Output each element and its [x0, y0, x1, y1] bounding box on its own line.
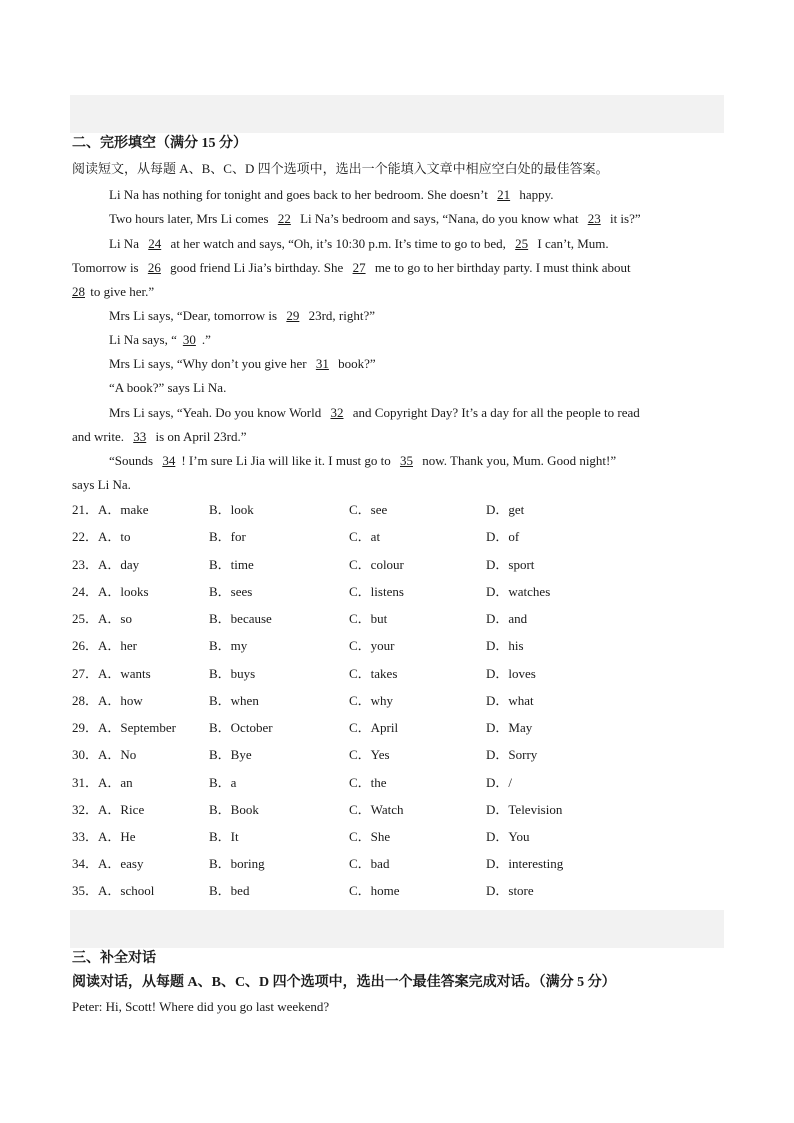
option-b[interactable]: B．boring — [209, 856, 265, 871]
blank-34[interactable]: 34 — [162, 453, 176, 468]
blank-30[interactable]: 30 — [182, 332, 196, 347]
option-a[interactable]: 35．A．school — [72, 883, 155, 898]
option-row-35 — [72, 882, 722, 900]
option-d[interactable]: D．interesting — [486, 856, 564, 871]
blank-23[interactable]: 23 — [587, 211, 601, 226]
passage-line-5: 28 to give her.” — [72, 284, 155, 299]
blank-29[interactable]: 29 — [286, 308, 300, 323]
option-a[interactable]: 34．A．easy — [72, 856, 144, 871]
option-b[interactable]: B．Bye — [209, 747, 252, 762]
blank-32[interactable]: 32 — [330, 405, 344, 420]
section3-title: 三、补全对话 — [72, 951, 156, 966]
blank-33[interactable]: 33 — [133, 429, 147, 444]
option-c[interactable]: C．Watch — [349, 802, 404, 817]
option-d[interactable]: D．of — [486, 529, 520, 544]
option-row-25 — [72, 610, 722, 628]
option-b[interactable]: B．bed — [209, 883, 250, 898]
option-b[interactable]: B．a — [209, 775, 237, 790]
blank-21[interactable]: 21 — [497, 187, 511, 202]
option-a[interactable]: 21．A．make — [72, 502, 149, 517]
option-row-27 — [72, 665, 722, 683]
option-row-23 — [72, 556, 722, 574]
option-c[interactable]: C．your — [349, 638, 395, 653]
option-row-28 — [72, 692, 722, 710]
option-d[interactable]: D．Television — [486, 802, 563, 817]
passage-line-9: “A book?” says Li Na. — [109, 380, 227, 395]
section2-instruction: 阅读短文，从每题 A、B、C、D 四个选项中，选出一个能填入文章中相应空白处的最佳答案。 — [72, 161, 609, 176]
option-d[interactable]: D．Sorry — [486, 747, 538, 762]
option-row-24 — [72, 583, 722, 601]
section2-title: 二、完形填空（满分 15 分） — [72, 136, 247, 151]
option-d[interactable]: D．loves — [486, 666, 536, 681]
option-c[interactable]: C．see — [349, 502, 388, 517]
option-b[interactable]: B．buys — [209, 666, 256, 681]
option-a[interactable]: 28．A．how — [72, 693, 143, 708]
option-a[interactable]: 22．A．to — [72, 529, 131, 544]
option-b[interactable]: B．when — [209, 693, 259, 708]
blank-27[interactable]: 27 — [352, 260, 366, 275]
option-a[interactable]: 31．A．an — [72, 775, 133, 790]
passage-line-1: Li Na has nothing for tonight and goes back to her bedroom. She doesn’t 21 happy. — [109, 187, 554, 202]
option-row-29 — [72, 719, 722, 737]
option-b[interactable]: B．sees — [209, 584, 253, 599]
option-a[interactable]: 33．A．He — [72, 829, 136, 844]
option-d[interactable]: D．watches — [486, 584, 551, 599]
blank-31[interactable]: 31 — [315, 356, 329, 371]
passage-line-10: Mrs Li says, “Yeah. Do you know World 32 and Copyright Day? It’s a day for all the people to read — [109, 405, 640, 420]
option-b[interactable]: B．October — [209, 720, 273, 735]
option-b[interactable]: B．look — [209, 502, 254, 517]
top-grey-band — [70, 95, 724, 133]
option-b[interactable]: B．my — [209, 638, 248, 653]
passage-line-11: and write. 33 is on April 23rd.” — [72, 429, 247, 444]
option-c[interactable]: C．Yes — [349, 747, 390, 762]
passage-line-3: Li Na 24 at her watch and says, “Oh, it’s 10:30 p.m. It’s time to go to bed, 25 I can’t, Mum. — [109, 236, 609, 251]
blank-35[interactable]: 35 — [399, 453, 413, 468]
option-row-21 — [72, 501, 722, 519]
passage-line-2: Two hours later, Mrs Li comes 22 Li Na’s bedroom and says, “Nana, do you know what 23 it is?” — [109, 211, 641, 226]
option-c[interactable]: C．why — [349, 693, 394, 708]
option-a[interactable]: 26．A．her — [72, 638, 137, 653]
option-d[interactable]: D．store — [486, 883, 534, 898]
option-row-30 — [72, 746, 722, 764]
option-c[interactable]: C．colour — [349, 557, 404, 572]
option-d[interactable]: D．May — [486, 720, 533, 735]
option-c[interactable]: C．bad — [349, 856, 390, 871]
option-c[interactable]: C．She — [349, 829, 391, 844]
option-a[interactable]: 32．A．Rice — [72, 802, 145, 817]
option-b[interactable]: B．time — [209, 557, 254, 572]
option-row-32 — [72, 801, 722, 819]
section3-instruction: 阅读对话，从每题 A、B、C、D 四个选项中，选出一个最佳答案完成对话。（满分 5 分） — [72, 975, 616, 990]
option-a[interactable]: 23．A．day — [72, 557, 140, 572]
option-d[interactable]: D．his — [486, 638, 524, 653]
option-row-26 — [72, 637, 722, 655]
option-a[interactable]: 25．A．so — [72, 611, 132, 626]
option-b[interactable]: B．because — [209, 611, 272, 626]
middle-grey-band — [70, 910, 724, 948]
option-b[interactable]: B．It — [209, 829, 239, 844]
option-d[interactable]: D．get — [486, 502, 525, 517]
passage-line-12: “Sounds 34 ! I’m sure Li Jia will like it. I must go to 35 now. Thank you, Mum. Good night!” — [109, 453, 617, 468]
option-d[interactable]: D．sport — [486, 557, 535, 572]
passage-line-8: Mrs Li says, “Why don’t you give her 31 book?” — [109, 356, 376, 371]
option-d[interactable]: D．what — [486, 693, 534, 708]
option-a[interactable]: 24．A．looks — [72, 584, 149, 599]
blank-22[interactable]: 22 — [277, 211, 291, 226]
option-row-31 — [72, 774, 722, 792]
option-d[interactable]: D．You — [486, 829, 530, 844]
option-a[interactable]: 29．A．September — [72, 720, 176, 735]
option-b[interactable]: B．for — [209, 529, 246, 544]
blank-28[interactable]: 28 — [72, 284, 85, 299]
option-row-33 — [72, 828, 722, 846]
passage-line-7: Li Na says, “ 30 .” — [109, 332, 211, 347]
option-c[interactable]: C．the — [349, 775, 387, 790]
dialogue-line-1: Peter: Hi, Scott! Where did you go last weekend? — [72, 999, 330, 1014]
passage-line-6: Mrs Li says, “Dear, tomorrow is 29 23rd, right?” — [109, 308, 376, 323]
option-b[interactable]: B．Book — [209, 802, 259, 817]
passage-line-4: Tomorrow is 26 good friend Li Jia’s birthday. She 27 me to go to her birthday party. I must think about — [72, 260, 631, 275]
option-d[interactable]: D．and — [486, 611, 528, 626]
option-row-34 — [72, 855, 722, 873]
blank-24[interactable]: 24 — [148, 236, 162, 251]
option-c[interactable]: C．at — [349, 529, 381, 544]
option-row-22 — [72, 528, 722, 546]
option-c[interactable]: C．April — [349, 720, 399, 735]
passage-line-13: says Li Na. — [72, 477, 131, 492]
option-c[interactable]: C．takes — [349, 666, 398, 681]
option-c[interactable]: C．listens — [349, 584, 404, 599]
option-d[interactable]: D．/ — [486, 775, 513, 790]
option-c[interactable]: C．but — [349, 611, 388, 626]
blank-26[interactable]: 26 — [147, 260, 161, 275]
option-a[interactable]: 30．A．No — [72, 747, 137, 762]
option-a[interactable]: 27．A．wants — [72, 666, 151, 681]
blank-25[interactable]: 25 — [515, 236, 529, 251]
option-c[interactable]: C．home — [349, 883, 400, 898]
